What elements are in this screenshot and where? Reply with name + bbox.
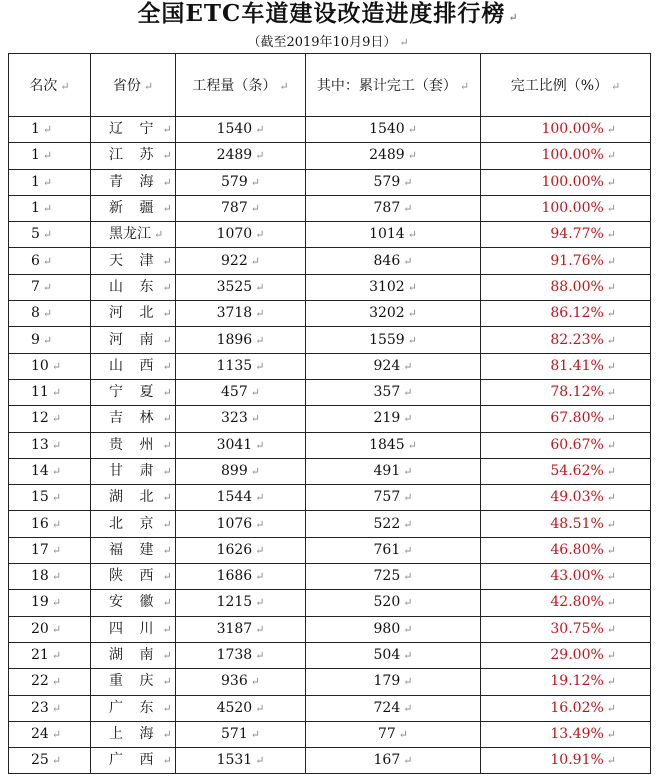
rank-cell: 17 ↵: [9, 537, 91, 563]
total-cell: 1531 ↵: [176, 748, 306, 774]
total-cell: 457 ↵: [176, 379, 306, 405]
completed-cell: 522 ↵: [306, 511, 481, 537]
completed-cell: 924 ↵: [306, 353, 481, 379]
rank-cell: 20 ↵: [9, 616, 91, 642]
province-cell: 河 南 ↵: [91, 327, 176, 353]
paragraph-mark-icon: ↵: [399, 36, 409, 49]
province-cell: 湖 北 ↵: [91, 485, 176, 511]
percent-cell: 30.75% ↵: [481, 616, 651, 642]
rank-cell: 5 ↵: [9, 222, 91, 248]
percent-cell: 43.00% ↵: [481, 564, 651, 590]
percent-cell: 29.00% ↵: [481, 642, 651, 668]
rank-cell: 15 ↵: [9, 485, 91, 511]
completed-cell: 167 ↵: [306, 748, 481, 774]
completed-cell: 179 ↵: [306, 669, 481, 695]
province-cell: 贵 州 ↵: [91, 432, 176, 458]
etc-progress-table: [8, 53, 651, 774]
completed-cell: 980 ↵: [306, 616, 481, 642]
province-cell: 山 东 ↵: [91, 274, 176, 300]
table-row: [9, 301, 651, 327]
total-cell: 3718 ↵: [176, 301, 306, 327]
total-cell: 571 ↵: [176, 721, 306, 747]
percent-cell: 48.51% ↵: [481, 511, 651, 537]
province-cell: 四 川 ↵: [91, 616, 176, 642]
province-cell: 上 海 ↵: [91, 721, 176, 747]
rank-cell: 1 ↵: [9, 143, 91, 169]
total-cell: 3525 ↵: [176, 274, 306, 300]
total-cell: 1540 ↵: [176, 117, 306, 143]
table-row: [9, 642, 651, 668]
completed-cell: 520 ↵: [306, 590, 481, 616]
completed-cell: 724 ↵: [306, 695, 481, 721]
table-row: [9, 616, 651, 642]
completed-cell: 757 ↵: [306, 485, 481, 511]
total-cell: 922 ↵: [176, 248, 306, 274]
percent-cell: 42.80% ↵: [481, 590, 651, 616]
province-cell: 青 海 ↵: [91, 169, 176, 195]
table-row: [9, 274, 651, 300]
percent-cell: 82.23% ↵: [481, 327, 651, 353]
rank-cell: 11 ↵: [9, 379, 91, 405]
province-cell: 吉 林 ↵: [91, 406, 176, 432]
completed-cell: 1014 ↵: [306, 222, 481, 248]
percent-cell: 81.41% ↵: [481, 353, 651, 379]
percent-cell: 49.03% ↵: [481, 485, 651, 511]
total-cell: 579 ↵: [176, 169, 306, 195]
percent-cell: 100.00% ↵: [481, 169, 651, 195]
total-cell: 1135 ↵: [176, 353, 306, 379]
table-row: [9, 406, 651, 432]
header-completed: 其中：累计完工（套） ↵: [306, 54, 481, 117]
total-cell: 1544 ↵: [176, 485, 306, 511]
province-cell: 广 东 ↵: [91, 695, 176, 721]
province-cell: 山 西 ↵: [91, 353, 176, 379]
completed-cell: 504 ↵: [306, 642, 481, 668]
total-cell: 1070 ↵: [176, 222, 306, 248]
rank-cell: 14 ↵: [9, 458, 91, 484]
page-subtitle: （截至2019年10月9日） ↵: [247, 35, 409, 50]
paragraph-mark-icon: ↵: [508, 11, 519, 24]
percent-cell: 46.80% ↵: [481, 537, 651, 563]
table-row: [9, 327, 651, 353]
completed-cell: 846 ↵: [306, 248, 481, 274]
percent-cell: 91.76% ↵: [481, 248, 651, 274]
rank-cell: 1 ↵: [9, 169, 91, 195]
percent-cell: 60.67% ↵: [481, 432, 651, 458]
total-cell: 936 ↵: [176, 669, 306, 695]
rank-cell: 24 ↵: [9, 721, 91, 747]
table-row: [9, 143, 651, 169]
rank-cell: 23 ↵: [9, 695, 91, 721]
table-row: [9, 564, 651, 590]
table-row: [9, 248, 651, 274]
rank-cell: 9 ↵: [9, 327, 91, 353]
rank-cell: 25 ↵: [9, 748, 91, 774]
rank-cell: 6 ↵: [9, 248, 91, 274]
completed-cell: 219 ↵: [306, 406, 481, 432]
table-row: [9, 353, 651, 379]
total-cell: 899 ↵: [176, 458, 306, 484]
percent-cell: 94.77% ↵: [481, 222, 651, 248]
rank-cell: 18 ↵: [9, 564, 91, 590]
province-cell: 湖 南 ↵: [91, 642, 176, 668]
completed-cell: 491 ↵: [306, 458, 481, 484]
completed-cell: 761 ↵: [306, 537, 481, 563]
province-cell: 广 西 ↵: [91, 748, 176, 774]
province-cell: 宁 夏 ↵: [91, 379, 176, 405]
rank-cell: 21 ↵: [9, 642, 91, 668]
rank-cell: 16 ↵: [9, 511, 91, 537]
province-cell: 辽 宁 ↵: [91, 117, 176, 143]
province-cell: 重 庆 ↵: [91, 669, 176, 695]
total-cell: 323 ↵: [176, 406, 306, 432]
completed-cell: 1559 ↵: [306, 327, 481, 353]
table-row: [9, 695, 651, 721]
percent-cell: 86.12% ↵: [481, 301, 651, 327]
percent-cell: 16.02% ↵: [481, 695, 651, 721]
table-body: [9, 117, 651, 774]
table-row: [9, 485, 651, 511]
table-row: [9, 748, 651, 774]
page-title: 全国ETC车道建设改造进度排行榜 ↵: [137, 0, 519, 27]
completed-cell: 1845 ↵: [306, 432, 481, 458]
total-cell: 3041 ↵: [176, 432, 306, 458]
percent-cell: 100.00% ↵: [481, 195, 651, 221]
header-total: 工程量（条） ↵: [176, 54, 306, 117]
completed-cell: 725 ↵: [306, 564, 481, 590]
province-cell: 甘 肃 ↵: [91, 458, 176, 484]
table-row: [9, 432, 651, 458]
table-row: [9, 195, 651, 221]
total-cell: 1738 ↵: [176, 642, 306, 668]
completed-cell: 357 ↵: [306, 379, 481, 405]
percent-cell: 100.00% ↵: [481, 117, 651, 143]
rank-cell: 7 ↵: [9, 274, 91, 300]
header-percent: 完工比例（%） ↵: [481, 54, 651, 117]
table-row: [9, 222, 651, 248]
rank-cell: 22 ↵: [9, 669, 91, 695]
header-rank: 名次 ↵: [9, 54, 91, 117]
rank-cell: 1 ↵: [9, 117, 91, 143]
province-cell: 黑龙江 ↵: [91, 222, 176, 248]
province-cell: 江 苏 ↵: [91, 143, 176, 169]
completed-cell: 787 ↵: [306, 195, 481, 221]
province-cell: 新 疆 ↵: [91, 195, 176, 221]
province-cell: 河 北 ↵: [91, 301, 176, 327]
table-header-row: [9, 54, 651, 117]
total-cell: 4520 ↵: [176, 695, 306, 721]
total-cell: 1626 ↵: [176, 537, 306, 563]
province-cell: 安 徽 ↵: [91, 590, 176, 616]
province-cell: 陕 西 ↵: [91, 564, 176, 590]
province-cell: 北 京 ↵: [91, 511, 176, 537]
province-cell: 天 津 ↵: [91, 248, 176, 274]
table-row: [9, 721, 651, 747]
table-row: [9, 590, 651, 616]
percent-cell: 10.91% ↵: [481, 748, 651, 774]
table-row: [9, 458, 651, 484]
rank-cell: 1 ↵: [9, 195, 91, 221]
total-cell: 1076 ↵: [176, 511, 306, 537]
rank-cell: 12 ↵: [9, 406, 91, 432]
rank-cell: 8 ↵: [9, 301, 91, 327]
completed-cell: 3102 ↵: [306, 274, 481, 300]
total-cell: 787 ↵: [176, 195, 306, 221]
total-cell: 1215 ↵: [176, 590, 306, 616]
percent-cell: 78.12% ↵: [481, 379, 651, 405]
table-row: [9, 169, 651, 195]
total-cell: 2489 ↵: [176, 143, 306, 169]
percent-cell: 67.80% ↵: [481, 406, 651, 432]
completed-cell: 77 ↵: [306, 721, 481, 747]
completed-cell: 1540 ↵: [306, 117, 481, 143]
completed-cell: 2489 ↵: [306, 143, 481, 169]
rank-cell: 19 ↵: [9, 590, 91, 616]
header-province: 省份 ↵: [91, 54, 176, 117]
percent-cell: 100.00% ↵: [481, 143, 651, 169]
percent-cell: 54.62% ↵: [481, 458, 651, 484]
percent-cell: 19.12% ↵: [481, 669, 651, 695]
table-row: [9, 669, 651, 695]
table-row: [9, 379, 651, 405]
table-row: [9, 537, 651, 563]
total-cell: 1686 ↵: [176, 564, 306, 590]
total-cell: 3187 ↵: [176, 616, 306, 642]
rank-cell: 13 ↵: [9, 432, 91, 458]
completed-cell: 579 ↵: [306, 169, 481, 195]
completed-cell: 3202 ↵: [306, 301, 481, 327]
table-row: [9, 511, 651, 537]
province-cell: 福 建 ↵: [91, 537, 176, 563]
percent-cell: 13.49% ↵: [481, 721, 651, 747]
percent-cell: 88.00% ↵: [481, 274, 651, 300]
rank-cell: 10 ↵: [9, 353, 91, 379]
total-cell: 1896 ↵: [176, 327, 306, 353]
table-row: [9, 117, 651, 143]
